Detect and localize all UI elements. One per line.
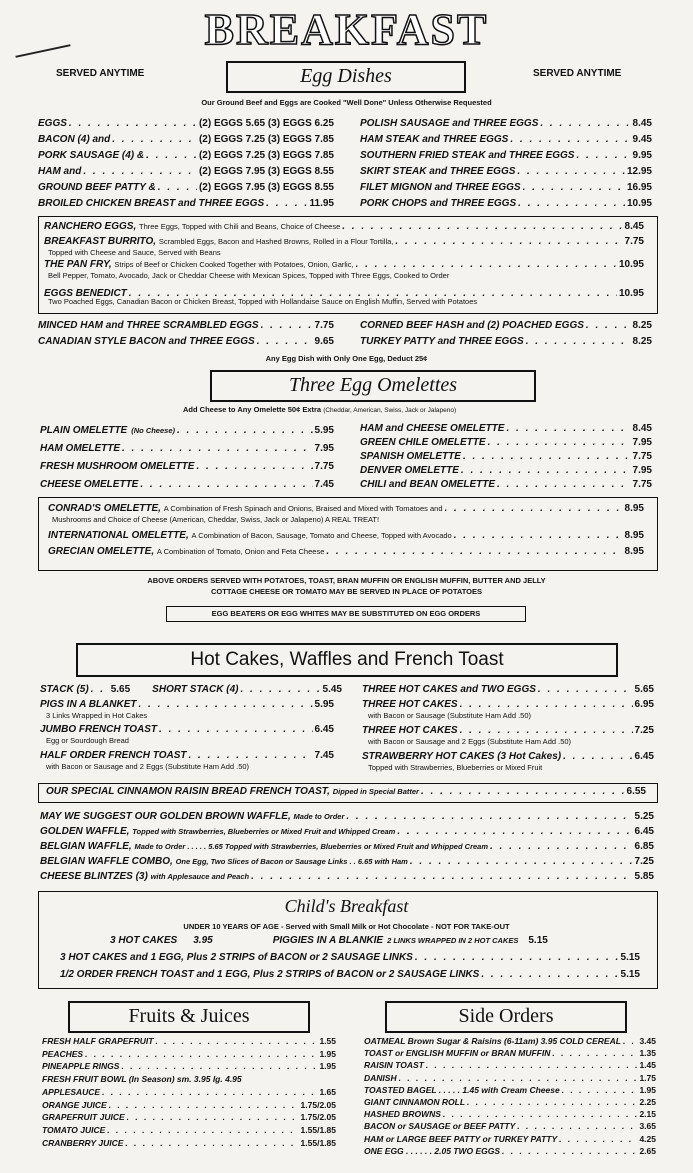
omelette-item — [360, 465, 652, 476]
egg-item-label: BROILED CHICKEN BREAST and THREE EGGS — [38, 198, 265, 209]
side-item-label: OATMEAL Brown Sugar & Raisins (6-11am) 3.95 COLD CEREAL — [364, 1036, 621, 1046]
hotcakes-item-price: 6.45 — [314, 724, 334, 735]
omelette-item-label: CHEESE OMELETTE — [40, 479, 139, 490]
child-item-label: 3 HOT CAKES and 1 EGG, Plus 2 STRIPS of BACON or 2 SAUSAGE LINKS — [60, 952, 413, 963]
omelette-special-name: CONRAD'S OMELETTE, — [48, 503, 161, 514]
fruit-item — [42, 1087, 336, 1097]
fruit-item-price: 1.55/1.85 — [300, 1124, 336, 1135]
fruit-item-price: 1.55 — [319, 1036, 336, 1046]
hotcakes-item-label: THREE HOT CAKES — [362, 699, 458, 710]
child-title: Child's Breakfast — [284, 896, 409, 916]
child-item — [60, 952, 640, 963]
egg-item — [360, 118, 652, 129]
egg-bottom-item-price: 9.65 — [314, 336, 334, 347]
egg-item-price: 12.95 — [626, 166, 652, 177]
child-item-price: 5.15 — [620, 952, 640, 963]
egg-item-price: 11.95 — [309, 198, 334, 209]
egg-special — [44, 236, 644, 247]
egg-special-desc: Three Eggs, Topped with Chili and Beans, Choice of Cheese — [139, 222, 341, 231]
fruit-item-label: FRESH FRUIT BOWL (In Season) sm. 3.95 lg. 4.95 — [42, 1074, 242, 1085]
egg-item-label: GROUND BEEF PATTY & — [38, 182, 156, 193]
egg-item-label: BACON (4) and — [38, 134, 111, 145]
fruit-item-price: 1.75/2.05 — [300, 1112, 336, 1123]
side-item — [364, 1048, 656, 1058]
fruit-item-price: 1.75/2.05 — [300, 1099, 336, 1110]
hotcakes-item — [362, 699, 654, 710]
hotcakes-item-price: 5.95 — [314, 699, 334, 710]
side-item — [364, 1109, 656, 1119]
side-item-label: HAM or LARGE BEEF PATTY or TURKEY PATTY — [364, 1133, 558, 1144]
hotcakes-item-sub: with Bacon or Sausage and 2 Eggs (Substitute Ham Add .50) — [46, 762, 250, 771]
omelette-item-price: 7.95 — [314, 443, 334, 454]
fruit-item-label: ORANGE JUICE — [42, 1099, 107, 1110]
waffle-item-label: MAY WE SUGGEST OUR GOLDEN BROWN WAFFLE, — [40, 811, 291, 822]
side-item — [364, 1097, 656, 1107]
child-hot-label: 3 HOT CAKES — [110, 935, 178, 946]
egg-bottom-item-label: MINCED HAM and THREE SCRAMBLED EGGS — [38, 320, 259, 331]
hotcakes-item-price: 7.25 — [634, 725, 654, 736]
egg-special-desc: Strips of Beef or Chicken Cooked Together with Potatoes, Onion, Garlic, — [114, 260, 354, 269]
side-item — [364, 1121, 656, 1131]
egg-special — [44, 259, 644, 270]
egg-item-price: 9.95 — [632, 150, 652, 161]
waffle-item — [40, 841, 654, 852]
egg-item-price: (2) EGGS 5.65 (3) EGGS 6.25 — [198, 118, 334, 129]
egg-item — [38, 166, 334, 177]
egg-bottom-item-label: CORNED BEEF HASH and (2) POACHED EGGS — [360, 320, 584, 331]
fruit-item-price: 1.65 — [319, 1086, 336, 1097]
egg-item-label: PORK CHOPS and THREE EGGS — [360, 198, 517, 209]
egg-bottom-item — [38, 320, 334, 331]
egg-item-label: POLISH SAUSAGE and THREE EGGS — [360, 118, 539, 129]
omelette-item-label: FRESH MUSHROOM OMELETTE — [40, 461, 195, 472]
omelette-item-label: HAM and CHEESE OMELETTE — [360, 423, 505, 434]
hotcakes-item-price: 6.95 — [634, 699, 654, 710]
stack-label: STACK (5) — [40, 684, 89, 695]
egg-bottom-item-label: CANADIAN STYLE BACON and THREE EGGS — [38, 336, 255, 347]
omelette-item-label: HAM OMELETTE — [40, 443, 120, 454]
egg-item — [38, 150, 334, 161]
omelette-item-label: PLAIN OMELETTE — [40, 425, 128, 436]
egg-item — [360, 198, 652, 209]
egg-item — [360, 150, 652, 161]
egg-item-label: HAM STEAK and THREE EGGS — [360, 134, 509, 145]
child-note: UNDER 10 YEARS OF AGE - Served with Small Milk or Hot Chocolate - NOT FOR TAKE-OUT — [183, 922, 510, 931]
waffle-item-price: 5.85 — [634, 871, 654, 882]
fruit-item — [42, 1125, 336, 1135]
side-item-price: 1.75 — [639, 1072, 656, 1083]
egg-bottom-item — [360, 336, 652, 347]
omelette-item — [40, 443, 334, 454]
hotcakes-item-price: 5.65 — [634, 684, 654, 695]
one-egg-note: Any Egg Dish with Only One Egg, Deduct 25¢ — [265, 354, 428, 363]
side-item-price: 1.35 — [639, 1048, 656, 1059]
waffle-item-desc: One Egg, Two Slices of Bacon or Sausage Links . . 6.65 with Ham — [175, 857, 408, 866]
hotcakes-item-sub: with Bacon or Sausage and 2 Eggs (Substitute Ham Add .50) — [368, 737, 572, 746]
waffle-item-label: BELGIAN WAFFLE COMBO, — [40, 856, 173, 867]
hotcakes-item-label: THREE HOT CAKES and TWO EGGS — [362, 684, 536, 695]
side-item-price: 4.25 — [639, 1133, 656, 1144]
omelette-special-name: INTERNATIONAL OMELETTE, — [48, 530, 189, 541]
omelette-item — [360, 451, 652, 462]
omelette-item — [40, 479, 334, 490]
waffle-item-price: 6.45 — [634, 826, 654, 837]
cinnamon-price: 6.55 — [626, 786, 646, 797]
omelette-special — [48, 546, 644, 557]
short-stack-price: 5.45 — [322, 684, 342, 695]
egg-bottom-item-price: 8.25 — [632, 320, 652, 331]
omelette-item-price: 7.75 — [632, 451, 652, 462]
omelette-special-desc: A Combination of Tomato, Onion and Feta Cheese — [156, 547, 325, 556]
egg-bottom-item — [360, 320, 652, 331]
stack-price: 5.65 — [110, 684, 131, 695]
side-item-label: TOAST or ENGLISH MUFFIN or BRAN MUFFIN — [364, 1048, 551, 1059]
omelette-item-price: 7.75 — [314, 461, 334, 472]
omelette-special — [48, 530, 644, 541]
fruit-item — [42, 1036, 336, 1046]
side-item — [364, 1073, 656, 1083]
egg-special-name: RANCHERO EGGS, — [44, 221, 137, 232]
waffle-item-label: GOLDEN WAFFLE, — [40, 826, 130, 837]
egg-item-label: EGGS — [38, 118, 67, 129]
waffle-item — [40, 826, 654, 837]
hotcakes-item — [40, 699, 334, 710]
child-pig-price: 5.15 — [528, 935, 548, 946]
side-item-label: DANISH — [364, 1072, 397, 1083]
fruit-item-price: 1.95 — [319, 1061, 336, 1072]
egg-item-label: PORK SAUSAGE (4) & — [38, 150, 145, 161]
egg-bottom-item-label: TURKEY PATTY and THREE EGGS — [360, 336, 524, 347]
waffle-item-label: CHEESE BLINTZES (3) — [40, 871, 148, 882]
fruit-item — [42, 1074, 336, 1084]
waffle-item-price: 7.25 — [634, 856, 654, 867]
waffle-item-desc: Topped with Strawberries, Blueberries or Mixed Fruit and Whipped Cream — [132, 827, 396, 836]
omelette-item-price: 7.45 — [314, 479, 334, 490]
side-item-price: 2.25 — [639, 1097, 656, 1107]
hotcakes-item-label: HALF ORDER FRENCH TOAST — [40, 750, 187, 761]
side-item-price: 1.95 — [639, 1084, 656, 1095]
hotcakes-item-sub: Topped with Strawberries, Blueberries or Mixed Fruit — [368, 763, 543, 772]
fruit-item-label: PINEAPPLE RINGS — [42, 1061, 120, 1072]
egg-item-price: (2) EGGS 7.95 (3) EGGS 8.55 — [198, 182, 334, 193]
fruit-item-label: CRANBERRY JUICE — [42, 1137, 124, 1148]
child-hot-row: 3 HOT CAKES 3.95 PIGGIES IN A BLANKIE 2 LINKS WRAPPED IN 2 HOT CAKES 5.15 — [110, 935, 548, 946]
stack-row — [40, 684, 342, 695]
side-item-price: 3.45 — [639, 1036, 656, 1046]
egg-special-name: EGGS BENEDICT — [44, 288, 127, 299]
child-item-label: 1/2 ORDER FRENCH TOAST and 1 EGG, Plus 2 STRIPS of BACON or 2 SAUSAGE LINKS — [60, 969, 480, 980]
egg-special-price: 8.45 — [624, 221, 644, 232]
egg-special-desc2: Topped with Cheese and Sauce, Served with Beans — [48, 248, 221, 257]
sides-title: Side Orders — [385, 1001, 627, 1033]
omelette-special-price: 8.95 — [624, 530, 644, 541]
waffle-item — [40, 811, 654, 822]
egg-special-desc2: Bell Pepper, Tomato, Avocado, Jack or Cheddar Cheese with Mexican Spices, Topped with Three Eggs, Cooked to Order — [48, 271, 450, 280]
egg-item-price: 10.95 — [626, 198, 652, 209]
hotcakes-item — [362, 725, 654, 736]
omelette-item — [40, 461, 334, 472]
side-item-label: BACON or SAUSAGE or BEEF PATTY — [364, 1121, 516, 1132]
omelette-item-label: GREEN CHILE OMELETTE — [360, 437, 486, 448]
fruit-item-label: PEACHES — [42, 1048, 84, 1059]
fruit-item-price: 1.95 — [319, 1048, 336, 1059]
egg-item-price: (2) EGGS 7.95 (3) EGGS 8.55 — [198, 166, 334, 177]
hotcakes-item-label: STRAWBERRY HOT CAKES (3 Hot Cakes) — [362, 751, 562, 762]
egg-item — [360, 182, 652, 193]
side-item-price: 3.65 — [639, 1121, 656, 1132]
side-item-label: RAISIN TOAST — [364, 1060, 424, 1071]
egg-special — [44, 221, 644, 232]
waffle-item-desc: with Applesauce and Peach — [150, 872, 250, 881]
egg-item — [38, 118, 334, 129]
egg-special-desc: Scrambled Eggs, Bacon and Hashed Browns, Rolled in a Flour Tortilla, — [158, 237, 394, 246]
cinnamon-label: OUR SPECIAL CINNAMON RAISIN BREAD FRENCH TOAST, Dipped in Special Batter — [46, 786, 419, 797]
hotcakes-item-sub: 3 Links Wrapped in Hot Cakes — [46, 711, 148, 720]
omelette-special-desc: A Combination of Bacon, Sausage, Tomato and Cheese, Topped with Avocado — [191, 531, 452, 540]
egg-item — [360, 134, 652, 145]
omelette-item — [360, 437, 652, 448]
hotcakes-item-price: 7.45 — [314, 750, 334, 761]
waffle-item-desc: Made to Order — [293, 812, 345, 821]
egg-item — [38, 182, 334, 193]
egg-item-price: 8.45 — [632, 118, 652, 129]
omelette-special-name: GRECIAN OMELETTE, — [48, 546, 155, 557]
hotcakes-title: Hot Cakes, Waffles and French Toast — [76, 643, 618, 677]
hotcakes-item-label: JUMBO FRENCH TOAST — [40, 724, 158, 735]
above-orders-note: ABOVE ORDERS SERVED WITH POTATOES, TOAST, BRAN MUFFIN OR ENGLISH MUFFIN, BUTTER AND JELLY — [147, 576, 546, 585]
omelette-note: Add Cheese to Any Omelette 50¢ Extra (Cheddar, American, Swiss, Jack or Jalapeno) — [183, 405, 457, 414]
egg-item-price: (2) EGGS 7.25 (3) EGGS 7.85 — [198, 150, 334, 161]
omelette-item-price: 8.45 — [632, 423, 652, 434]
side-item-label: HASHED BROWNS — [364, 1109, 441, 1120]
waffle-item-label: BELGIAN WAFFLE, — [40, 841, 132, 852]
egg-bottom-item-price: 7.75 — [314, 320, 334, 331]
omelette-item-price: 7.95 — [632, 465, 652, 476]
egg-special-price: 10.95 — [618, 259, 644, 270]
egg-special-price: 7.75 — [624, 236, 644, 247]
omelette-special-desc: A Combination of Fresh Spinach and Onions, Braised and Mixed with Tomatoes and — [163, 504, 443, 513]
fruit-item-label: TOMATO JUICE — [42, 1124, 106, 1135]
waffle-item-desc: Made to Order . . . . . 5.65 Topped with Strawberries, Blueberries or Mixed Fruit and Whipped Cream — [134, 842, 488, 851]
egg-special-desc2: Two Poached Eggs, Canadian Bacon or Chicken Breast, Topped with Hollandaise Sauce on English Muffin, Served with Potatoes — [48, 297, 478, 306]
fruit-item-price: 1.55/1.85 — [300, 1137, 336, 1148]
waffle-item — [40, 856, 654, 867]
egg-item — [38, 134, 334, 145]
side-item — [364, 1036, 656, 1046]
omelette-item-price: 7.75 — [632, 479, 652, 490]
egg-bottom-item-price: 8.25 — [632, 336, 652, 347]
egg-item-label: SKIRT STEAK and THREE EGGS — [360, 166, 516, 177]
omelette-item-label: DENVER OMELETTE — [360, 465, 459, 476]
fruits-title: Fruits & Juices — [68, 1001, 310, 1033]
fruit-item — [42, 1112, 336, 1122]
omelette-special-price: 8.95 — [624, 503, 644, 514]
egg-item — [360, 166, 652, 177]
egg-special-price: 10.95 — [618, 288, 644, 299]
omelette-item-price: 5.95 — [314, 425, 334, 436]
omelette-item — [360, 479, 652, 490]
egg-item-label: FILET MIGNON and THREE EGGS — [360, 182, 521, 193]
side-item-price: 2.65 — [639, 1145, 656, 1156]
omelette-extra: (No Cheese) — [131, 426, 175, 435]
egg-item-label: HAM and — [38, 166, 82, 177]
cinnamon-row — [46, 786, 646, 797]
omelette-item — [40, 425, 334, 436]
fruit-item — [42, 1100, 336, 1110]
served-anytime-left: SERVED ANYTIME — [56, 68, 145, 79]
waffle-item-price: 5.25 — [634, 811, 654, 822]
egg-item-price: (2) EGGS 7.25 (3) EGGS 7.85 — [198, 134, 334, 145]
omelette-item-label: SPANISH OMELETTE — [360, 451, 461, 462]
waffle-item-price: 6.85 — [634, 841, 654, 852]
hotcakes-item-sub: Egg or Sourdough Bread — [46, 736, 129, 745]
child-item-price: 5.15 — [620, 969, 640, 980]
side-item — [364, 1134, 656, 1144]
cottage-cheese-note: COTTAGE CHEESE OR TOMATO MAY BE SERVED IN PLACE OF POTATOES — [210, 587, 482, 596]
fruit-item — [42, 1061, 336, 1071]
child-item — [60, 969, 640, 980]
hotcakes-item-label: PIGS IN A BLANKET — [40, 699, 137, 710]
hotcakes-item — [362, 751, 654, 762]
hotcakes-item-price: 6.45 — [634, 751, 654, 762]
egg-item-price: 9.45 — [632, 134, 652, 145]
omelette-title: Three Egg Omelettes — [210, 370, 536, 402]
egg-dishes-title: Egg Dishes — [226, 61, 466, 93]
fruit-item — [42, 1138, 336, 1148]
egg-special-name: BREAKFAST BURRITO, — [44, 236, 157, 247]
hotcakes-item — [40, 750, 334, 761]
fruit-item — [42, 1049, 336, 1059]
omelette-item-price: 7.95 — [632, 437, 652, 448]
hotcakes-item — [40, 724, 334, 735]
egg-item-price: 16.95 — [626, 182, 652, 193]
egg-beaters-note: EGG BEATERS OR EGG WHITES MAY BE SUBSTITUTED ON EGG ORDERS — [166, 606, 526, 622]
omelette-special-price: 8.95 — [624, 546, 644, 557]
omelette-item — [360, 423, 652, 434]
egg-bottom-item — [38, 336, 334, 347]
child-hot-price: 3.95 — [193, 935, 213, 946]
side-item-price: 1.45 — [639, 1060, 656, 1071]
waffle-item — [40, 871, 654, 882]
egg-item-label: SOUTHERN FRIED STEAK and THREE EGGS — [360, 150, 575, 161]
omelette-item-label: CHILI and BEAN OMELETTE — [360, 479, 495, 490]
page-title: BREAKFAST — [204, 5, 489, 54]
egg-special-name: THE PAN FRY, — [44, 259, 112, 270]
side-item-price: 2.15 — [639, 1109, 656, 1120]
egg-note: Our Ground Beef and Eggs are Cooked "Well Done" Unless Otherwise Requested — [201, 98, 492, 107]
fruit-item-label: FRESH HALF GRAPEFRUIT — [42, 1036, 154, 1046]
side-item-label: TOASTED BAGEL . . . . . 1.45 with Cream Cheese — [364, 1084, 560, 1095]
hotcakes-item — [362, 684, 654, 695]
fruit-item-label: GRAPEFRUIT JUICE — [42, 1112, 125, 1123]
child-pig-label: PIGGIES IN A BLANKIE — [272, 935, 384, 946]
egg-item — [38, 198, 334, 209]
hotcakes-item-label: THREE HOT CAKES — [362, 725, 458, 736]
short-stack-label: SHORT STACK (4) — [152, 684, 239, 695]
side-item-label: ONE EGG . . . . . . 2.05 TWO EGGS — [364, 1145, 501, 1156]
served-anytime-right: SERVED ANYTIME — [533, 68, 622, 79]
omelette-special-desc2: Mushrooms and Choice of Cheese (American, Cheddar, Swiss, Jack or Jalapeno) A REAL TREAT! — [52, 515, 380, 524]
side-item — [364, 1060, 656, 1070]
side-item-label: GIANT CINNAMON ROLL — [364, 1097, 466, 1107]
side-item — [364, 1085, 656, 1095]
side-item — [364, 1146, 656, 1156]
omelette-special — [48, 503, 644, 514]
fruit-item-label: APPLESAUCE — [42, 1086, 101, 1097]
hotcakes-item-sub: with Bacon or Sausage (Substitute Ham Add .50) — [368, 711, 532, 720]
